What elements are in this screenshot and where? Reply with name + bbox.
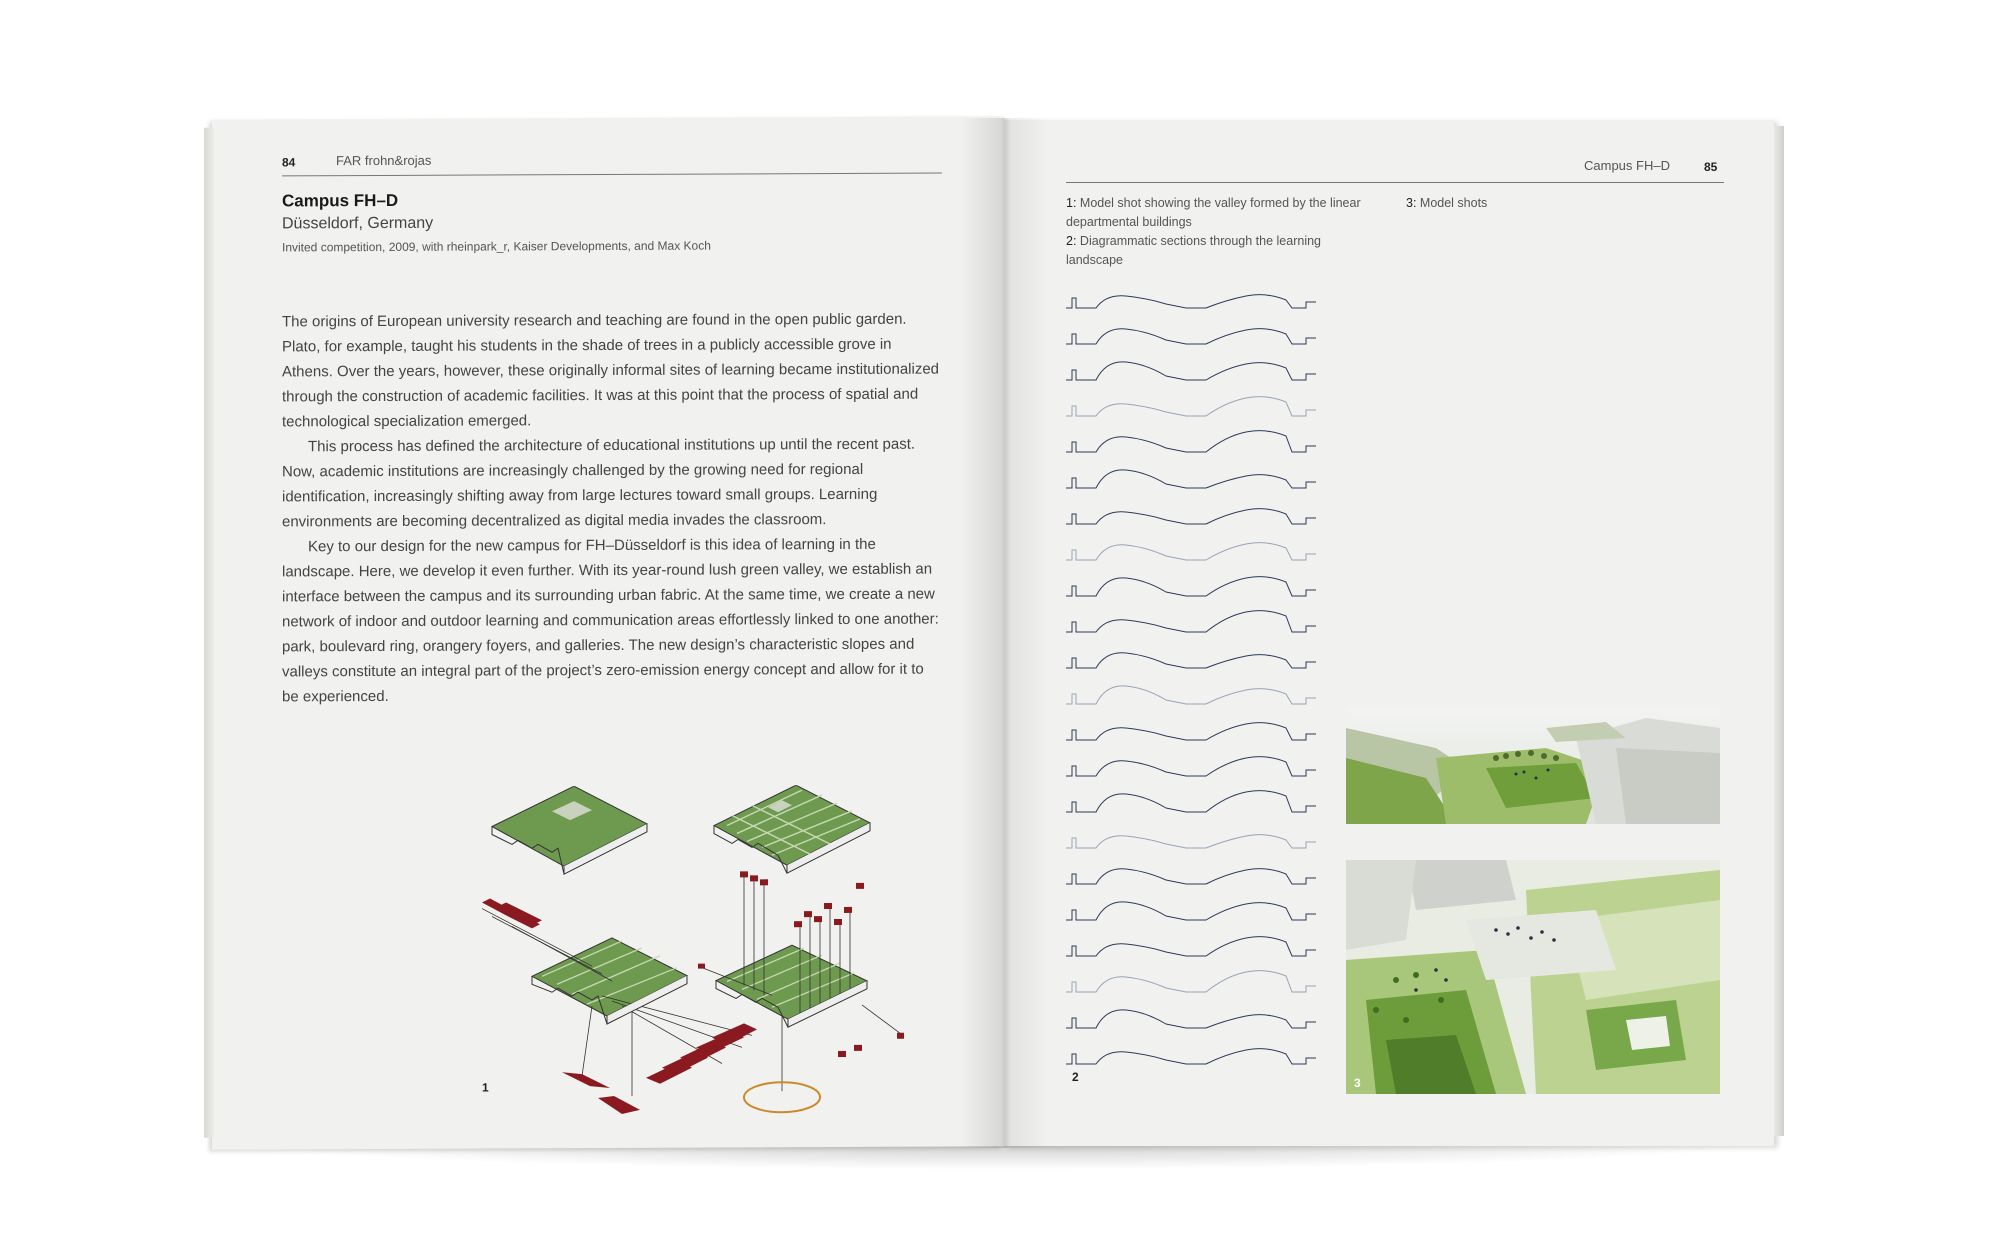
diagram-plate-exploded-left [482, 897, 757, 1114]
section-profile [1066, 1049, 1316, 1064]
article-title: Campus FH–D [282, 190, 399, 211]
section-profile [1066, 791, 1316, 812]
caption-3-text: Model shots [1416, 196, 1488, 210]
section-profile [1066, 397, 1316, 416]
right-page [1004, 120, 1774, 1146]
left-page [212, 116, 1004, 1149]
body-text [282, 307, 942, 710]
section-profile [1066, 757, 1316, 776]
paragraph-1: The origins of European university research and teaching are found in the open public garden. Plato, for example, taught his students in the shade of trees in a publicly accessible grove in Athens. Over the years, however, these originally informal sites of learning became institutionalized through the construction of academic facilities. It was at this point that the process of spatial and technological specialization emerged. [282, 310, 940, 431]
section-profile [1066, 509, 1316, 524]
diagram-plate-exploded-right [698, 871, 904, 1113]
model-photo-bottom-icon [1346, 860, 1720, 1094]
section-profile [1066, 1010, 1316, 1028]
section-profile [1066, 611, 1316, 632]
page-number-right: 85 [1704, 160, 1718, 174]
caption-2 [1066, 232, 1366, 270]
section-profile [1066, 686, 1316, 704]
running-head-left: FAR frohn&rojas [336, 152, 432, 169]
article-credits: Invited competition, 2009, with rheinpark_r, Kaiser Developments, and Max Koch [282, 238, 711, 255]
caption-3-number: 3: [1406, 196, 1417, 210]
article-location: Düsseldorf, Germany [282, 214, 434, 233]
model-photo-top-icon [1346, 708, 1720, 824]
header-rule-right [1066, 182, 1724, 183]
section-drawings-icon [1066, 290, 1326, 1210]
axonometric-diagram-icon [482, 784, 1002, 1116]
paragraph-3: Key to our design for the new campus for FH–Düsseldorf is this idea of learning in the landscape. Here, we develop it even further. With its year-round lush green valley, we establish an interface between the campus and its surrounding urban fabric. At the same time, we create a new network of indoor and outdoor learning and communication areas effortlessly linked to one another: park, boulevard ring, orangery foyers, and galleries. The new design’s characteristic slopes and valleys constitute an integral part of the project’s zero-emission energy concept and allow for it to be experienced. [282, 535, 939, 706]
section-profile [1066, 362, 1316, 380]
caption-1-text: Model shot showing the valley formed by the linear departmental buildings [1066, 196, 1361, 229]
diagram-plate-paths [714, 785, 870, 874]
section-profile [1066, 869, 1316, 884]
caption-1 [1066, 194, 1366, 232]
page-number-left: 84 [282, 155, 296, 170]
caption-3 [1406, 194, 1606, 213]
section-profile [1066, 937, 1316, 956]
section-profile [1066, 329, 1316, 344]
section-profile [1066, 543, 1316, 560]
section-profile [1066, 431, 1316, 452]
section-profile [1066, 470, 1316, 488]
figure-2-number: 2 [1072, 1070, 1079, 1084]
paragraph-2: This process has defined the architecture of educational institutions up until the recent past. Now, academic institutions are increasingly challenged by the growing need for regional identification, increasingly shifting away from large lectures toward small groups. Learning environments are becoming decentralized as digital media invades the classroom. [282, 435, 916, 531]
figure-1-number: 1 [482, 1080, 489, 1095]
section-profile [1066, 835, 1316, 848]
section-profile [1066, 653, 1316, 668]
axonometric-diagram-figure [482, 784, 1002, 1116]
caption-2-text: Diagrammatic sections through the learning landscape [1066, 234, 1322, 267]
section-profile [1066, 902, 1316, 920]
caption-2-number: 2: [1066, 234, 1077, 248]
model-photo-bottom [1346, 860, 1720, 1094]
diagram-plate-plain [492, 786, 647, 875]
header-rule-left [282, 173, 942, 177]
model-photo-top [1346, 708, 1720, 824]
section-profile [1066, 971, 1316, 992]
section-drawings-figure [1066, 290, 1326, 1210]
running-head-right: Campus FH–D [1584, 158, 1670, 173]
caption-1-number: 1: [1066, 196, 1077, 210]
figure-3-number: 3 [1354, 1076, 1361, 1090]
section-profile [1066, 577, 1316, 596]
section-profile [1066, 723, 1316, 740]
section-profile [1066, 295, 1316, 308]
